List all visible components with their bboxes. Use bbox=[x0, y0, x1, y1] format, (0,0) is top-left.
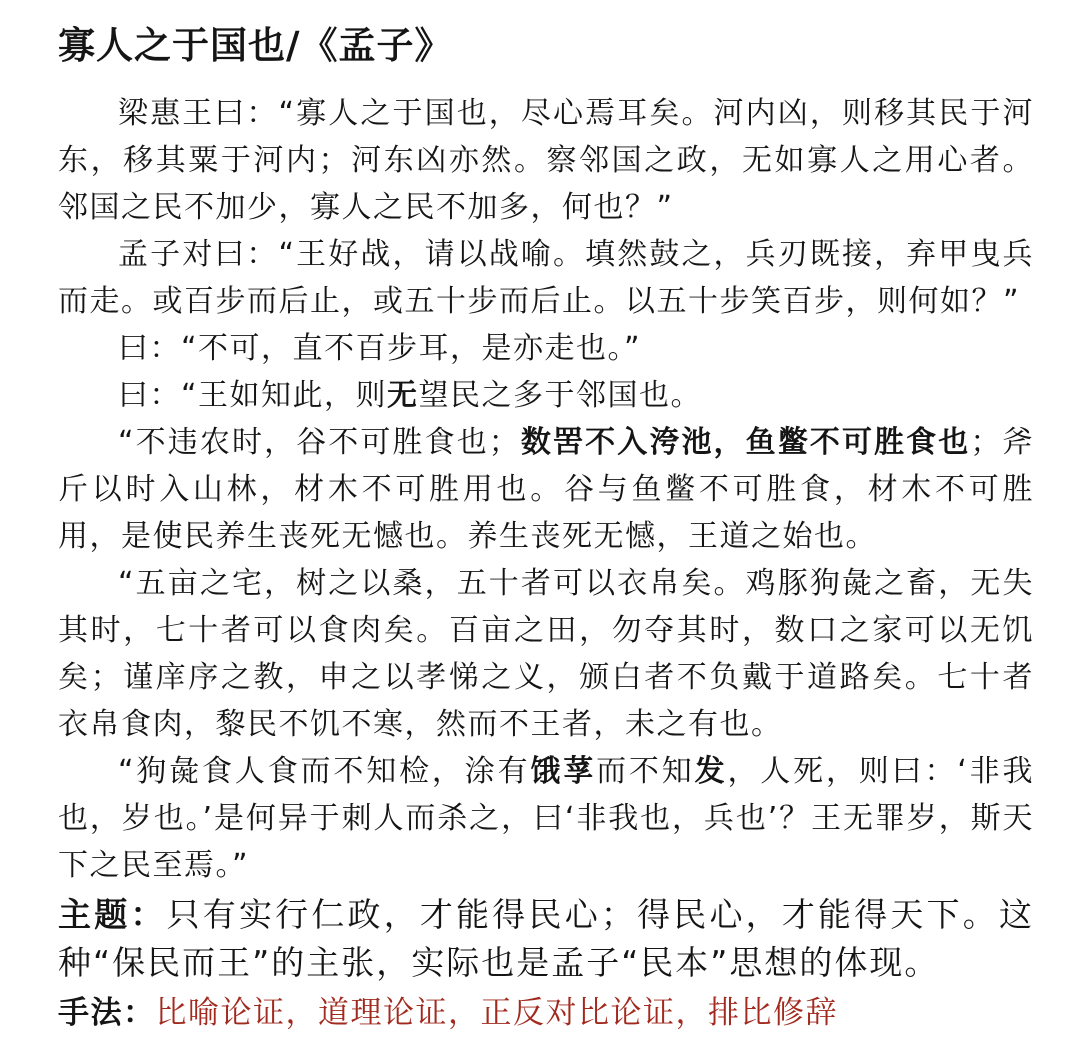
body-text: “狗彘食人食而不知检，涂有 bbox=[118, 754, 531, 790]
body-text: 孟子对曰：“王好战，请以战喻。填然鼓之，兵刃既接，弃甲曳兵而走。或百步而后止，或五十步而后止。以五十步笑百步，则何如？” bbox=[58, 237, 1034, 320]
body-text: ，人死，则曰：‘非我也，岁也。’是何异于刺人而杀之，曰‘非我也，兵也’？王无罪岁，斯天下之民至焉。” bbox=[58, 754, 1035, 884]
emphasized-text: 数罟不入洿池，鱼鳖不可胜食也 bbox=[520, 425, 971, 461]
body-paragraph bbox=[58, 231, 1034, 325]
technique-text: 比喻论证，道理论证，正反对比论证，排比修辞 bbox=[155, 995, 838, 1032]
theme-label: 主题： bbox=[58, 895, 167, 935]
theme-paragraph bbox=[58, 891, 1034, 987]
body-paragraph bbox=[58, 419, 1034, 560]
body-paragraph bbox=[58, 325, 1034, 372]
technique-paragraph bbox=[58, 989, 1034, 1037]
technique-label: 手法： bbox=[58, 995, 156, 1032]
body-text: “不违农时，谷不可胜食也； bbox=[118, 425, 521, 461]
emphasized-text: 发 bbox=[694, 754, 728, 790]
emphasized-text: 饿莩 bbox=[530, 754, 597, 790]
body-paragraph bbox=[58, 90, 1034, 231]
body-text: “五亩之宅，树之以桑，五十者可以衣帛矣。鸡豚狗彘之畜，无失其时，七十者可以食肉矣。百亩之田，勿夺其时，数口之家可以无饥矣；谨庠序之教，申之以孝悌之义，颁白者不负戴于道路矣。七十者衣帛食肉，黎民不饥不寒，然而不王者，未之有也。 bbox=[58, 566, 1034, 743]
emphasized-text: 无 bbox=[387, 378, 419, 414]
body-text: ；斧斤以时入山林，材木不可胜用也。谷与鱼鳖不可胜食，材木不可胜用，是使民养生丧死无憾也。养生丧死无憾，王道之始也。 bbox=[58, 425, 1035, 555]
body-paragraph bbox=[58, 560, 1034, 748]
page-title: 寡人之于国也/《孟子》 bbox=[58, 24, 453, 67]
theme-text: 只有实行仁政，才能得民心；得民心，才能得天下。这种“保民而王”的主张，实际也是孟子“民本”思想的体现。 bbox=[58, 895, 1035, 983]
body-paragraph bbox=[58, 748, 1034, 889]
document-body bbox=[58, 90, 1034, 889]
body-paragraph bbox=[58, 372, 1034, 419]
body-text: 望民之多于邻国也。 bbox=[418, 378, 703, 414]
body-text: 曰：“不可，直不百步耳，是亦走也。” bbox=[118, 331, 642, 367]
body-text: 曰：“王如知此，则 bbox=[118, 378, 388, 414]
body-text: 梁惠王曰：“寡人之于国也，尽心焉耳矣。河内凶，则移其民于河东，移其粟于河内；河东凶亦然。察邻国之政，无如寡人之用心者。邻国之民不加少，寡人之民不加多，何也？” bbox=[58, 96, 1034, 226]
body-text: 而不知 bbox=[596, 754, 695, 790]
